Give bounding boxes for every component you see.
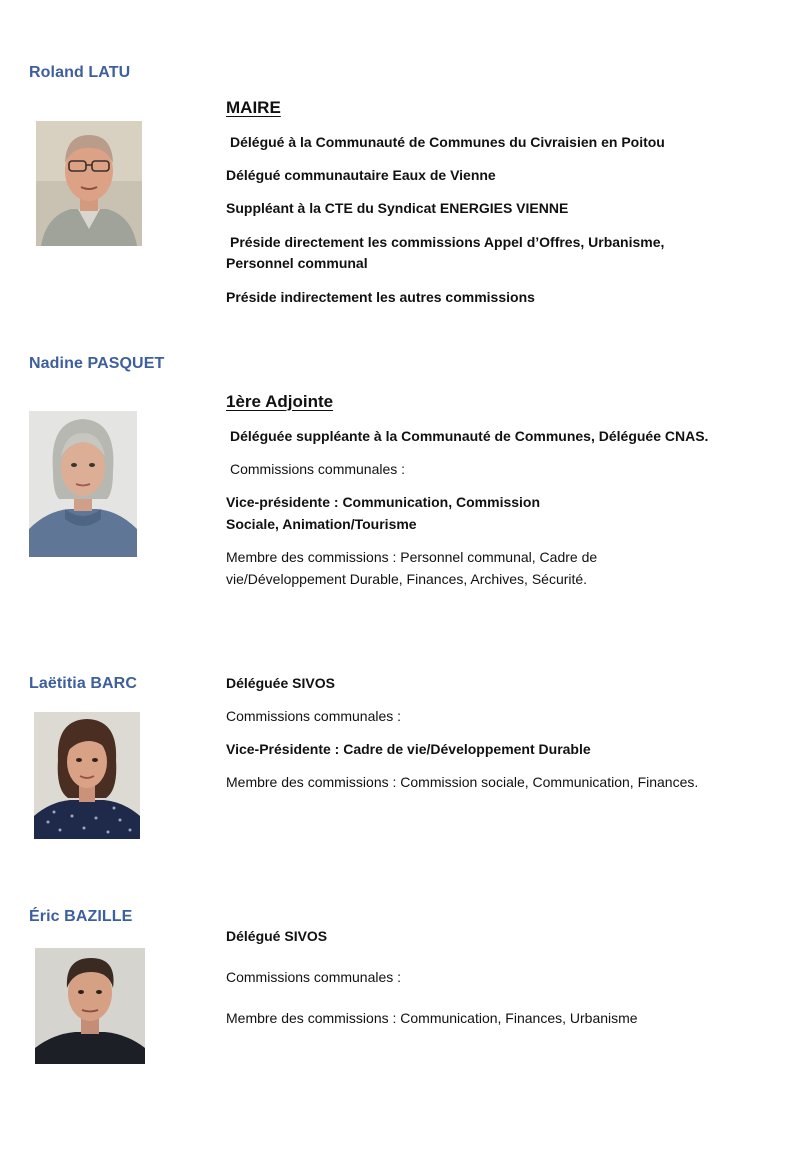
text-line: Délégué à la Communauté de Communes du Civraisien en Poitou (230, 134, 665, 150)
text-line: Commissions communales : (230, 461, 406, 477)
text-line: Déléguée SIVOS (226, 675, 335, 691)
text-line: Membre des commissions : Commission sociale, Communication, Finances. (226, 774, 699, 790)
text-line: Membre des commissions : Communication, Finances, Urbanisme (226, 1010, 638, 1026)
text-line: Déléguée suppléante à la Communauté de Communes, Déléguée CNAS. (230, 428, 709, 444)
text-line: Préside directement les commissions Appel d’Offres, Urbanisme, (230, 234, 665, 250)
portrait-photo (35, 948, 145, 1064)
text-line: Délégué SIVOS (226, 928, 328, 944)
text-line: Membre des commissions : Personnel communal, Cadre de (226, 549, 598, 565)
text-line: Préside indirectement les autres commissions (226, 289, 535, 305)
text-line: Sociale, Animation/Tourisme (226, 516, 417, 532)
text-line: Délégué communautaire Eaux de Vienne (226, 167, 496, 183)
portrait-photo (34, 712, 140, 839)
text-line: Personnel communal (226, 255, 368, 271)
text-line: Suppléant à la CTE du Syndicat ENERGIES VIENNE (226, 200, 569, 216)
person-name: Éric BAZILLE (29, 908, 133, 925)
portrait-photo (36, 121, 142, 246)
text-line: Vice-présidente : Communication, Commission (226, 494, 541, 510)
portrait-photo (29, 411, 137, 557)
text-line: Commissions communales : (226, 969, 402, 985)
role-title: 1ère Adjointe (226, 392, 334, 411)
text-line: Vice-Présidente : Cadre de vie/Développement Durable (226, 741, 591, 757)
role-title: MAIRE (226, 98, 281, 117)
person-name: Nadine PASQUET (29, 355, 165, 372)
person-name: Roland LATU (29, 64, 131, 81)
person-name: Laëtitia BARC (29, 675, 137, 692)
text-line: vie/Développement Durable, Finances, Archives, Sécurité. (226, 571, 588, 587)
text-line: Commissions communales : (226, 708, 402, 724)
